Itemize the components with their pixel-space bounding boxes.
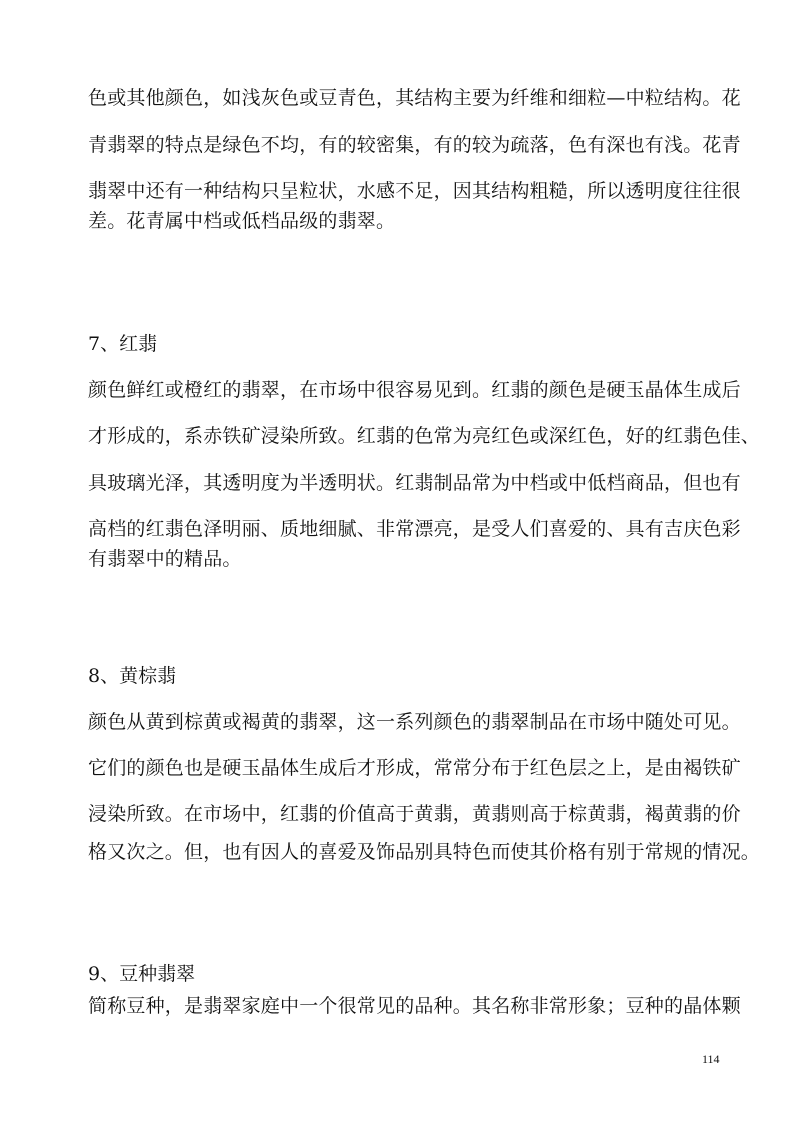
text-line: 具玻璃光泽，其透明度为半透明状。红翡制品常为中档或中低档商品，但也有 — [88, 472, 741, 494]
text-line: 有翡翠中的精品。 — [88, 548, 242, 570]
text-line: 翡翠中还有一种结构只呈粒状，水感不足，因其结构粗糙，所以透明度往往很 — [88, 180, 741, 202]
text-line: 才形成的，系赤铁矿浸染所致。红翡的色常为亮红色或深红色，好的红翡色佳、 — [88, 425, 761, 447]
text-line: 格又次之。但，也有因人的喜爱及饰品别具特色而使其价格有别于常规的情况。 — [88, 841, 761, 863]
text-line: 颜色从黄到棕黄或褐黄的翡翠，这一系列颜色的翡翠制品在市场中随处可见。 — [88, 711, 741, 733]
section-heading: 7、红翡 — [88, 333, 158, 355]
text-line: 颜色鲜红或橙红的翡翠，在市场中很容易见到。红翡的颜色是硬玉晶体生成后 — [88, 379, 741, 401]
text-line: 高档的红翡色泽明丽、质地细腻、非常漂亮，是受人们喜爱的、具有吉庆色彩 — [88, 518, 741, 540]
page-number: 114 — [702, 1052, 720, 1066]
text-line: 简称豆种，是翡翠家庭中一个很常见的品种。其名称非常形象；豆种的晶体颗 — [88, 995, 741, 1017]
text-line: 它们的颜色也是硬玉晶体生成后才形成，常常分布于红色层之上，是由褐铁矿 — [88, 757, 741, 779]
text-line: 差。花青属中档或低档品级的翡翠。 — [88, 210, 396, 232]
section-heading: 9、豆种翡翠 — [88, 963, 196, 985]
section-heading: 8、黄棕翡 — [88, 665, 177, 687]
text-line: 浸染所致。在市场中，红翡的价值高于黄翡，黄翡则高于棕黄翡，褐黄翡的价 — [88, 803, 741, 825]
text-line: 青翡翠的特点是绿色不均，有的较密集，有的较为疏落，色有深也有浅。花青 — [88, 134, 741, 156]
text-line: 色或其他颜色，如浅灰色或豆青色，其结构主要为纤维和细粒—中粒结构。花 — [88, 87, 741, 109]
